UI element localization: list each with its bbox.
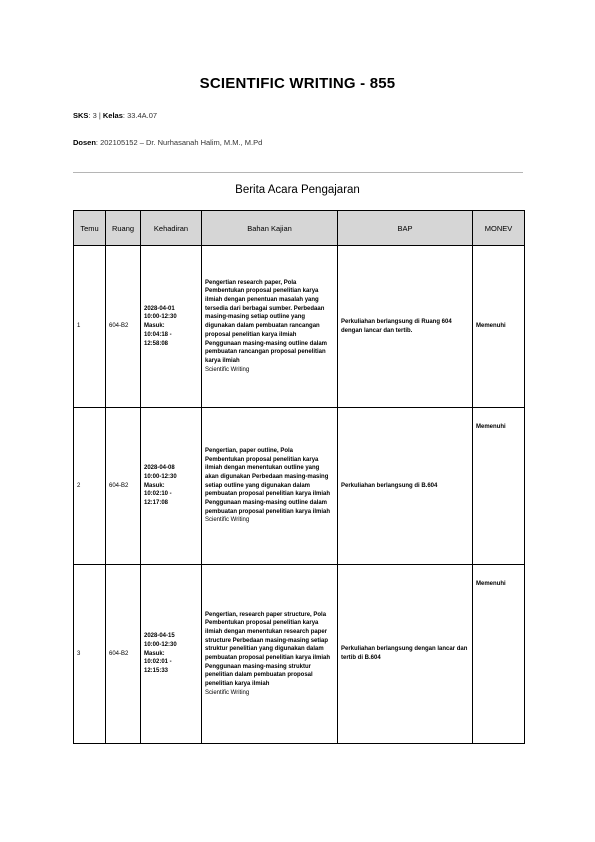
header-monev: MONEV [473, 211, 525, 246]
cell-monev: Memenuhi [473, 565, 525, 744]
check-in: 10:04:18 - [144, 331, 172, 338]
course-info [73, 111, 157, 120]
date: 2028-04-01 [144, 305, 175, 312]
divider [73, 172, 523, 173]
header-temu: Temu [74, 211, 106, 246]
check-in: 10:02:10 - [144, 491, 172, 498]
bahan-text: Pengertian, paper outline, Pola Pembentukan proposal penelitian karya ilmiah dengan menentukan outline yang akan digunakan Perbedaan masing-masing setiap outline yang digunakan dalam pembuatan proposal penelitian karya ilmiah Penggunaan masing-masing outline dalam pembuatan proposal penelitian karya ilmiah [205, 447, 331, 515]
cell-bap: Perkuliahan berlangsung di B.604 [338, 408, 473, 565]
cell-bap: Perkuliahan berlangsung dengan lancar dan tertib di B.604 [338, 565, 473, 744]
cell-monev: Memenuhi [473, 408, 525, 565]
cell-temu: 1 [74, 246, 106, 408]
table-row [74, 565, 525, 744]
cell-bap: Perkuliahan berlangsung di Ruang 604 dengan lancar dan tertib. [338, 246, 473, 408]
time-slot: 10:00-12:30 [144, 473, 177, 480]
check-out: 12:58:08 [144, 340, 169, 347]
dosen-label: Dosen [73, 138, 96, 147]
cell-monev: Memenuhi [473, 246, 525, 408]
masuk-label: Masuk: [144, 650, 165, 657]
cell-temu: 2 [74, 408, 106, 565]
kelas-value: : 33.4A.07 [122, 111, 158, 120]
bahan-text: Pengertian, research paper structure, Pola Pembentukan proposal penelitian karya ilmiah dengan menentukan research paper structure Perbedaan masing-masing setiap struktur penelitian yang digunakan dalam pembuatan proposal penelitian karya ilmiah Penggunaan masing-masing struktur penelitian dalam pembuatan proposal penelitian karya ilmiah [205, 611, 331, 688]
lecturer-info [73, 138, 262, 147]
cell-bahan-kajian [202, 565, 338, 744]
cell-kehadiran [141, 408, 202, 565]
kelas-label: Kelas [102, 111, 123, 120]
cell-ruang: 604-B2 [106, 565, 141, 744]
cell-bahan-kajian [202, 408, 338, 565]
time-slot: 10:00-12:30 [144, 641, 177, 648]
sks-value: : 3 | [88, 111, 103, 120]
page-title: SCIENTIFIC WRITING - 855 [199, 75, 396, 92]
table-row [74, 408, 525, 565]
header-bap: BAP [338, 211, 473, 246]
cell-bahan-kajian [202, 246, 338, 408]
header-kehadiran: Kehadiran [141, 211, 202, 246]
cell-temu: 3 [74, 565, 106, 744]
bahan-course: Scientific Writing [205, 689, 250, 696]
cell-ruang: 604-B2 [106, 246, 141, 408]
dosen-value: : 202105152 – Dr. Nurhasanah Halim, M.M., M.Pd [95, 138, 263, 147]
check-in: 10:02:01 - [144, 659, 172, 666]
date: 2028-04-15 [144, 633, 175, 640]
masuk-label: Masuk: [144, 482, 165, 489]
header-ruang: Ruang [106, 211, 141, 246]
masuk-label: Masuk: [144, 323, 165, 330]
check-out: 12:15:33 [144, 668, 169, 675]
check-out: 12:17:08 [144, 500, 169, 507]
attendance-table [73, 210, 525, 744]
bahan-text: Pengertian research paper, Pola Pembentukan proposal penelitian karya ilmiah dengan penentuan masalah yang tersedia dari berbagai sumber. Perbedaan masing-masing setiap outline yang digunakan dalam pembuatan rancangan proposal penelitian karya ilmiah Penggunaan masing-masing outline dalam pembuatan rancangan proposal penelitian karya ilmiah [205, 279, 328, 364]
cell-kehadiran [141, 246, 202, 408]
table-row [74, 246, 525, 408]
bahan-course: Scientific Writing [205, 366, 250, 373]
cell-kehadiran [141, 565, 202, 744]
time-slot: 10:00-12:30 [144, 314, 177, 321]
table-header-row [74, 211, 525, 246]
header-bahan-kajian: Bahan Kajian [202, 211, 338, 246]
date: 2028-04-08 [144, 465, 175, 472]
section-title: Berita Acara Pengajaran [235, 184, 360, 196]
bahan-course: Scientific Writing [205, 517, 250, 524]
cell-ruang: 604-B2 [106, 408, 141, 565]
sks-label: SKS [73, 111, 89, 120]
